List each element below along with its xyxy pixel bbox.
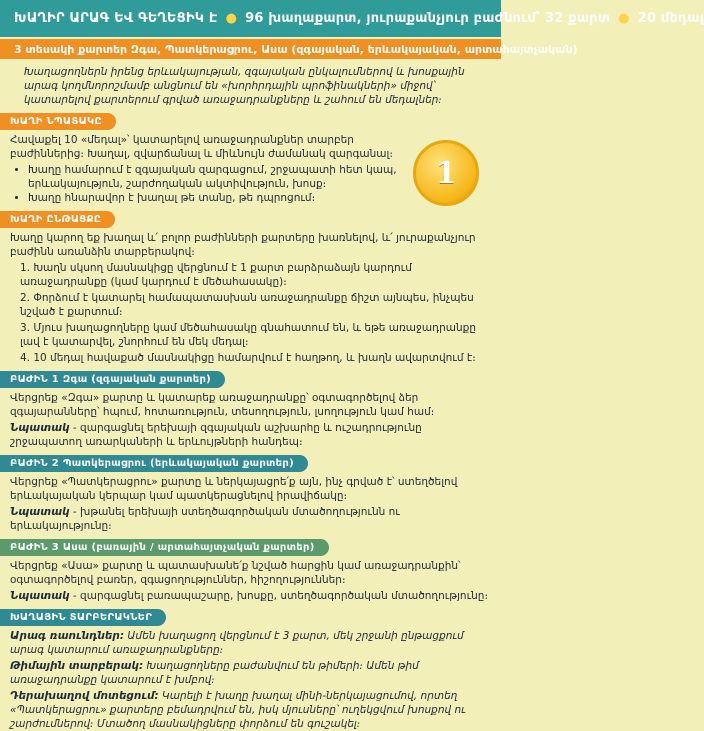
goal-bullet: • Խաղը համարում է զգայական զարգացում, շրջապատի հետ կապ, երևակայություն, շարժողական ակտիվություն, խոսք։ (28, 163, 411, 191)
aim-label: Նպատակ (10, 422, 70, 434)
part2-heading: ԲԱԺԻՆ 2 Պատկերացրու (երևակայական քարտեր) (0, 455, 308, 472)
variant-item (10, 629, 491, 657)
part2-section (10, 455, 491, 533)
goal-bullets (10, 163, 411, 205)
part1-text: Վերցրեք «Զգա» քարտը և կատարեք առաջադրանքը՝ օգտագործելով ձեր զգայարանները՝ հպում, հոտառություն, տեսողություն, լսողություն կամ համ։ (10, 392, 435, 418)
goal-bullet: • Խաղը հնարավոր է խաղալ թե տանը, թե դպրոցում։ (28, 191, 411, 205)
aim-text: - զարգացնել բառապաշարը, խոսքը, ստեղծագործական մտածողությունը։ (69, 590, 488, 602)
part1-section (10, 371, 491, 449)
variants-section (10, 609, 491, 731)
bullet-icon: ● (618, 11, 630, 26)
card-count: 96 խաղաքարտ, յուրաքանչյուր բաժնում՝ 32 քարտ (245, 11, 611, 26)
process-heading: ԽԱՂԻ ԸՆԹԱՑՔԸ (0, 211, 115, 228)
header-bar (0, 0, 704, 37)
process-step: 1. Խաղն սկսող մասնակիցը վերցնում է 1 քարտ բարձրաձայն կարդում առաջադրանքը (կամ կարդում է մեծահասակը)։ (20, 262, 412, 288)
goal-heading: ԽԱՂԻ ՆՊԱՏԱԿԸ (0, 113, 116, 130)
aim-text: - խթանել երեխայի ստեղծագործական մտածողությունն ու երևակայությունը։ (10, 506, 400, 532)
aim-text: - զարգացնել երեխայի զգայական աշխարհը և ուշադրությունը շրջապատող առարկաների և երևույթների հանդեպ։ (10, 422, 422, 448)
variant-text: Ամեն խաղացող վերցնում է 3 քարտ, մեկ շրջանի ընթացքում արագ կատարում առաջադրանքները։ (10, 630, 464, 656)
process-text: Խաղը կարող եք խաղալ և՛ բոլոր բաժինների քարտերը խառնելով, և՛ յուրաքանչյուր բաժինն առանձին տարբերակով։ (10, 232, 476, 258)
subtitle-bar (0, 39, 578, 59)
intro-text: Խաղացողներն իրենց երևակայության, զգայական ընկալումներով և խոսքային արագ կողմնորոշմամբ անցնում են «խորհրդային պրոֆինակների» միջով՝ կատարելով քարտերում գրված առաջադրանքները և շահում են մեդալներ։ (24, 66, 465, 106)
bullet-icon: ● (225, 11, 238, 26)
goal-text: Հավաքել 10 «մեդալ»՝ կատարելով առաջադրանքներ տարբեր բաժիններից։ Խաղալ, զվարճանալ և միևնույն ժամանակ զարգանալ։ (10, 134, 393, 160)
aim-label: Նպատակ (10, 590, 70, 602)
medal-coin-label: 1 (435, 155, 457, 191)
part2-text: Վերցրեք «Պատկերացրու» քարտը և ներկայացրե՛ք այն, ինչ գրված է՝ ստեղծելով երևակայական կերպար կամ պատկերացնելով իրավիճակը։ (10, 476, 458, 502)
process-step: 2. Փորձում է կատարել համապատասխան առաջադրանքը ճիշտ այնպես, ինչպես նշված է քարտում։ (20, 292, 474, 318)
variant-label: Թիմային տարբերակ: (10, 660, 144, 672)
variant-label: Արագ ռաունդներ: (10, 630, 125, 642)
process-step: 3. Մյուս խաղացողները կամ մեծահասակը գնահատում են, և եթե առաջադրանքը լավ է կատարվել, շնորհում են մեկ մեդալ։ (20, 322, 476, 348)
subtitle: 3 տեսակի քարտեր Զգա, Պատկերացրու, Ասա (զգայական, երևակայական, արտահայտչական) (14, 42, 578, 56)
process-section (10, 211, 491, 365)
aim-label: Նպատակ (10, 506, 70, 518)
medal-count: 20 մեդալ (637, 11, 704, 26)
part3-text: Վերցրեք «Ասա» քարտը և պատասխանե՛ք նշված հարցին կամ առաջադրանքին՝ օգտագործելով բառեր, զգացողություններ, հիշողություններ։ (10, 560, 461, 586)
part3-section (10, 539, 491, 603)
variant-item (10, 689, 491, 731)
variant-text: Խաղացողները բաժանվում են թիմերի։ Ամեն թիմ առաջադրանքը կատարում է խմբով։ (10, 660, 419, 686)
process-step: 4. 10 մեդալ հավաքած մասնակիցը համարվում է հաղթող, և խաղն ավարտվում է։ (20, 352, 476, 364)
variants-heading: ԽԱՂԱՅԻՆ ՏԱՐԲԵՐԱԿՆԵՐ (0, 609, 166, 626)
variant-text: Կարելի է խաղը խաղալ մինի-ներկայացումով, որտեղ «Պատկերացրու» քարտերը բեմադրվում են, իսկ մյուսները՝ ուղեկցվում խոսքով ու շարժումներով։ Մտածող մասնակիցները փորձում են գուշակել։ (10, 690, 466, 730)
variant-label: Դերախաղով մոտեցում: (10, 690, 159, 702)
variant-item (10, 659, 491, 687)
part1-heading: ԲԱԺԻՆ 1 Զգա (զգայական քարտեր) (0, 371, 225, 388)
part2-aim (10, 505, 491, 533)
game-title: ԽԱՂԻՐ ԱՐԱԳ ԵՎ ԳԵՂԵՑԻԿ Է (14, 11, 218, 26)
part1-aim (10, 421, 491, 449)
part3-heading: ԲԱԺԻՆ 3 Ասա (բառային / արտահայտչական քարտեր) (0, 539, 329, 556)
medal-coin-icon (413, 140, 479, 206)
part3-aim (10, 589, 491, 603)
